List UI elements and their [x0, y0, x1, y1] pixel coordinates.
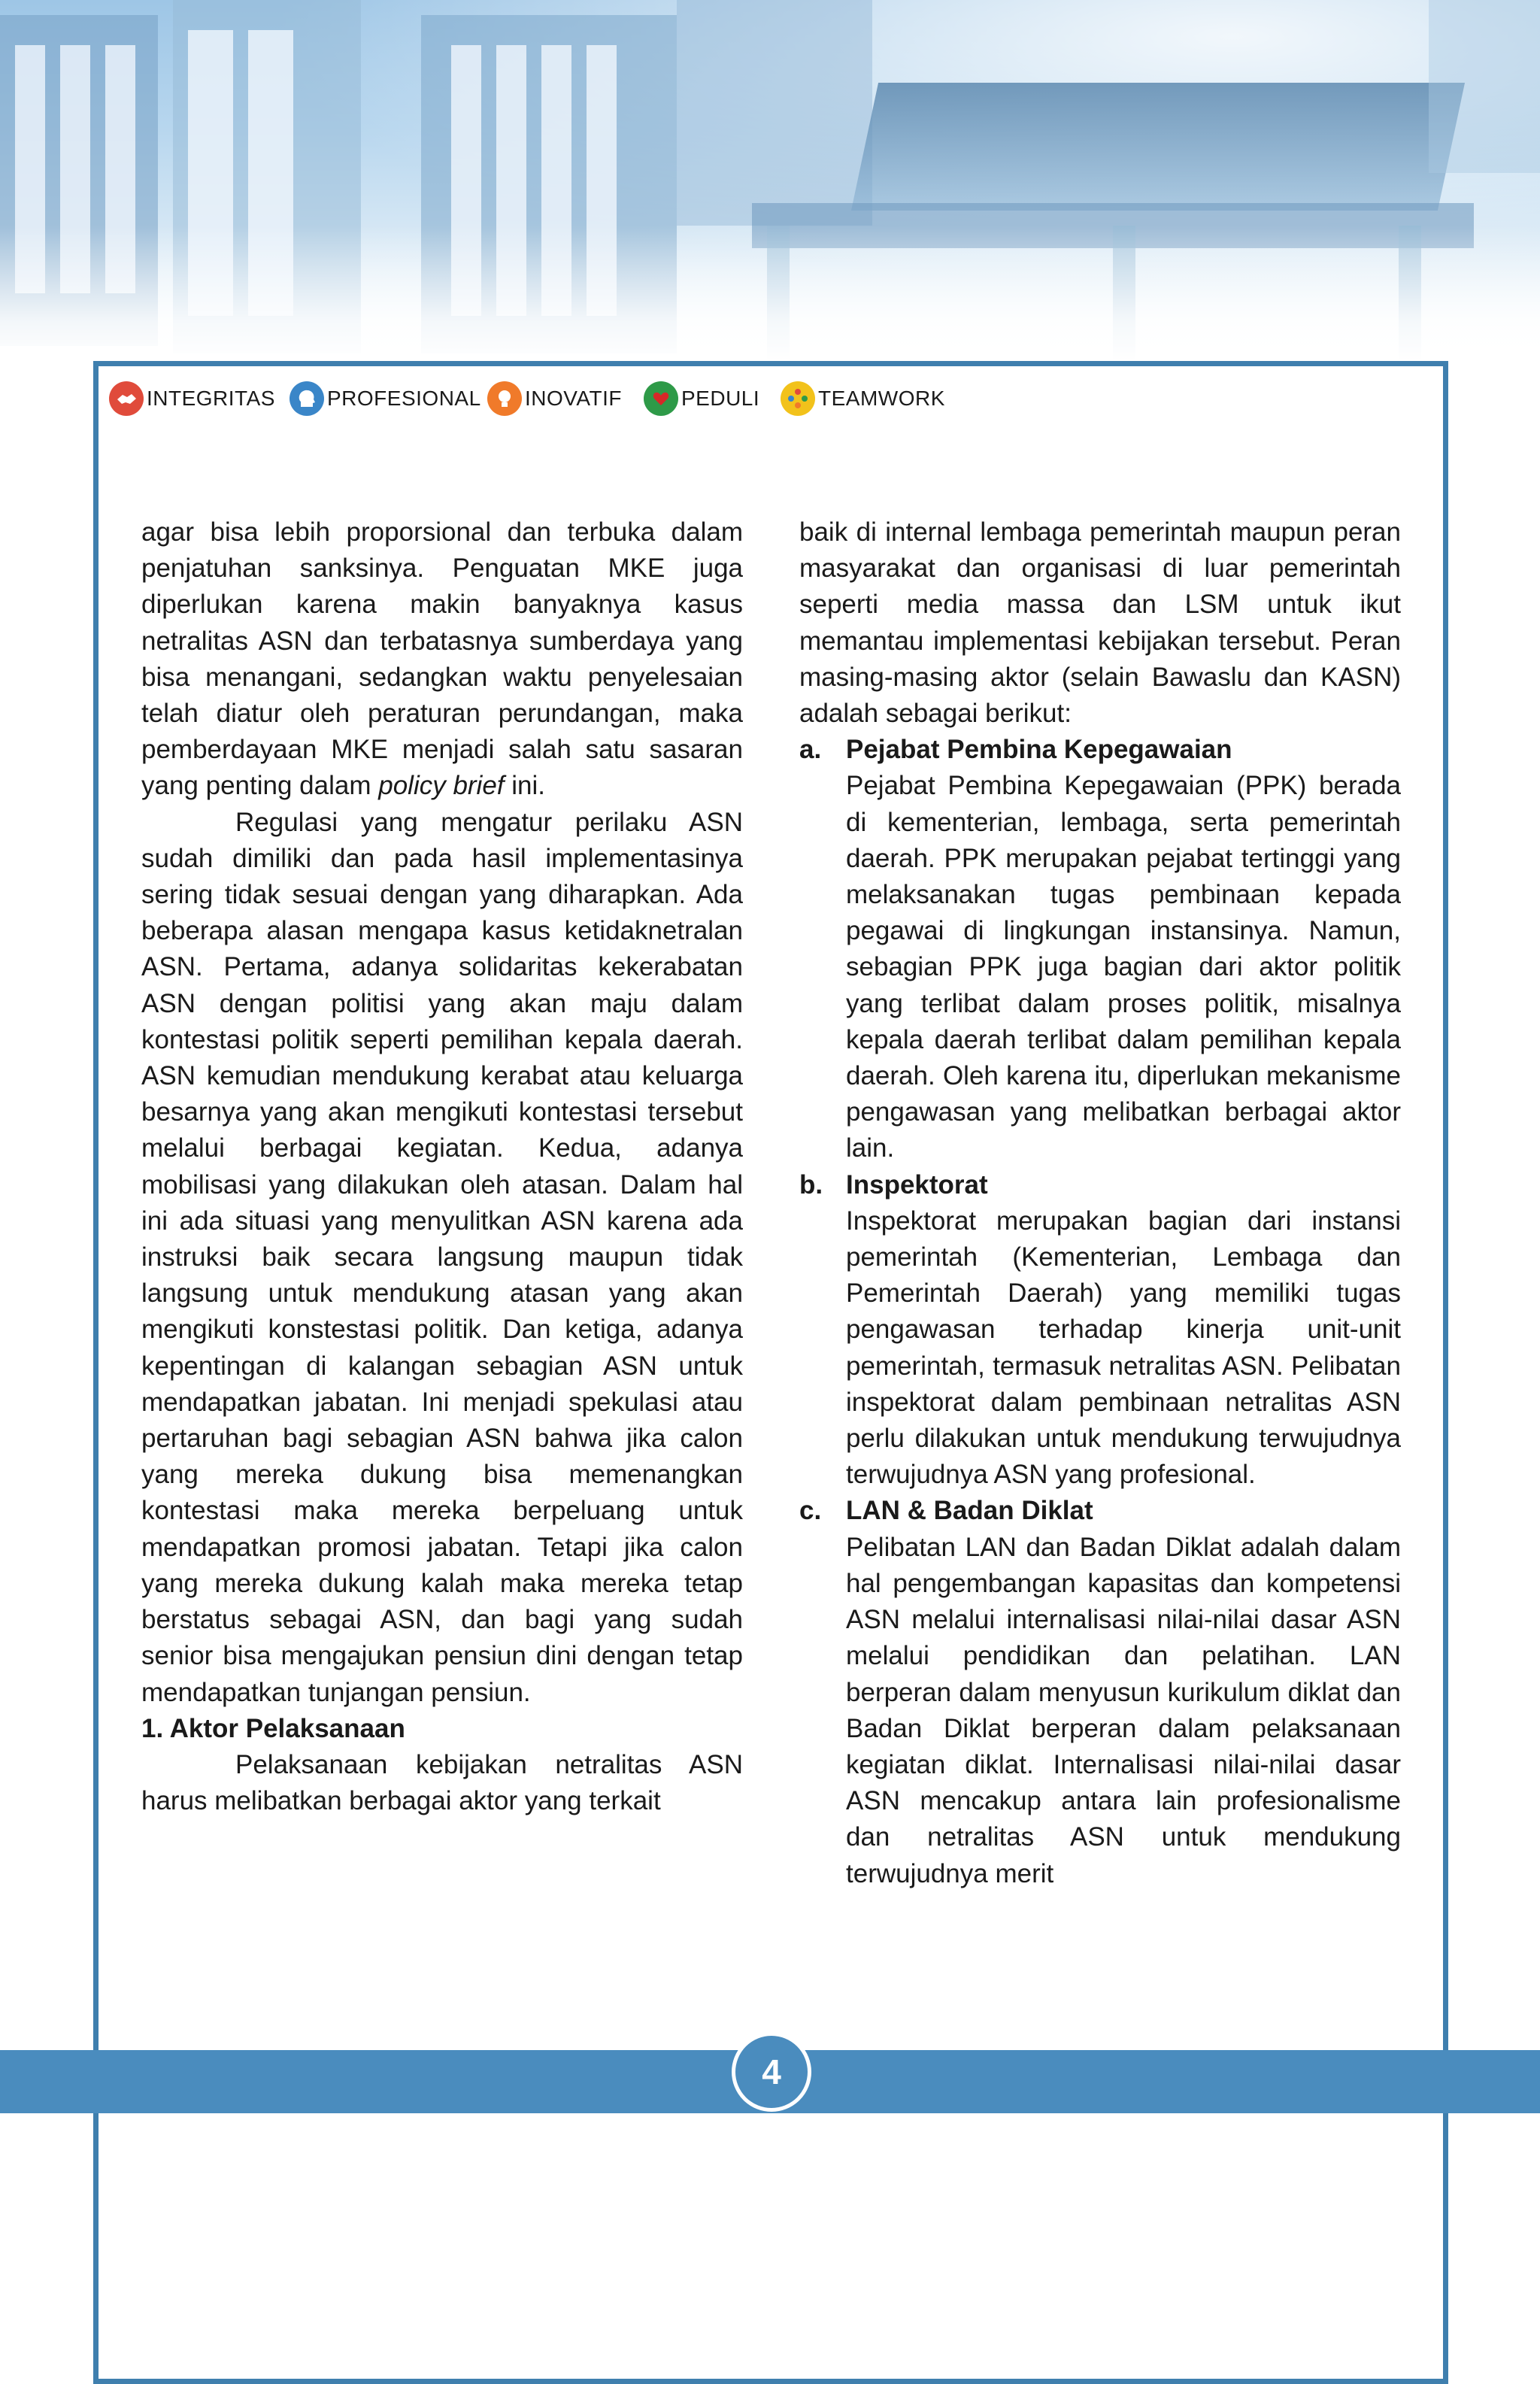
teamwork-icon [781, 381, 815, 416]
list-item-title: LAN & Badan Diklat [846, 1496, 1093, 1526]
value-peduli [644, 381, 759, 417]
value-label: INOVATIF [525, 387, 622, 410]
handshake-icon [109, 381, 144, 416]
left-column [141, 514, 743, 1819]
list-item-text: Inspektorat merupakan bagian dari instansi pemerintah (Kementerian, Lembaga dan Pemerintah Daerah) yang memiliki tugas pengawasan terhadap kinerja unit-unit pemerintah, termasuk netralitas ASN. Pelibatan inspektorat dalam pembinaan netralitas ASN perlu dilakukan untuk mendukung terwujudnya terwujudnya ASN yang profesional. [846, 1206, 1401, 1490]
paragraph-actors-intro: baik di internal lembaga pemerintah maupun peran masyarakat dan organisasi di luar pemerintah seperti media massa dan LSM untuk ikut memantau implementasi kebijakan tersebut. Peran masing-masing aktor (selain Bawaslu dan KASN) adalah sebagai berikut: [799, 517, 1401, 729]
list-letter: b. [799, 1169, 823, 1200]
list-letter: a. [799, 735, 822, 765]
core-values-bar [109, 381, 1387, 417]
value-inovatif [487, 381, 622, 417]
value-label: INTEGRITAS [147, 387, 275, 410]
section-heading: 1. Aktor Pelaksanaan [141, 1713, 405, 1743]
head-profile-icon [290, 381, 324, 416]
list-letter: c. [799, 1496, 822, 1526]
list-item [799, 732, 1401, 1166]
paragraph-pelaksanaan: Pelaksanaan kebijakan netralitas ASN harus melibatkan berbagai aktor yang terkait [141, 1749, 743, 1816]
paragraph-regulasi: Regulasi yang mengatur perilaku ASN sudah dimiliki dan pada hasil implementasinya sering tidak sesuai dengan yang diharapkan. Ada beberapa alasan mengapa kasus ketidaknetralan ASN. Pertama, adanya solidaritas kekerabatan ASN dengan politisi yang akan maju dalam kontestasi politik seperti pemilihan kepala daerah. ASN kemudian mendukung kerabat atau keluarga besarnya yang akan mengikuti kontestasi tersebut melalui berbagai kegiatan. Kedua, adanya mobilisasi yang dilakukan oleh atasan. Dalam hal ini ada situasi yang menyulitkan ASN karena ada instruksi baik secara langsung maupun tidak langsung untuk mendukung atasan yang akan mengikuti konstestasi politik. Dan ketiga, adanya kepentingan di kalangan sebagian ASN untuk mendapatkan jabatan. Ini menjadi spekulasi atau pertaruhan bagi sebagian ASN bahwa jika calon yang mereka dukung bisa memenangkan kontestasi maka mereka berpeluang untuk mendapatkan promosi jabatan. Tetapi jika calon yang mereka dukung kalah maka mereka tetap berstatus sebagai ASN, dan bagi yang sudah senior bisa mengajukan pensiun dini dengan tetap mendapatkan tunjangan pensiun. [141, 807, 743, 1707]
value-label: PEDULI [681, 387, 760, 410]
value-label: PROFESIONAL [327, 387, 481, 410]
value-integritas [109, 381, 275, 417]
list-item-title: Pejabat Pembina Kepegawaian [846, 735, 1232, 765]
value-profesional [290, 381, 481, 417]
value-teamwork [781, 381, 945, 417]
right-column [799, 514, 1401, 1892]
heart-hands-icon [644, 381, 678, 416]
page-number: 4 [732, 2032, 811, 2112]
lightbulb-icon [487, 381, 522, 416]
value-label: TEAMWORK [818, 387, 945, 410]
list-item [799, 1167, 1401, 1494]
header-photo-banner [0, 0, 1540, 362]
list-item-text: Pejabat Pembina Kepegawaian (PPK) berada di kementerian, lembaga, serta pemerintah daerah. PPK merupakan pejabat tertinggi yang melaksanakan tugas pembinaan kepada pegawai di lingkungan instansinya. Namun, sebagian PPK juga bagian dari aktor politik yang terlibat dalam proses politik, misalnya kepala daerah terlibat dalam pemilihan kepala daerah. Oleh karena itu, diperlukan mekanisme pengawasan yang melibatkan berbagai aktor lain. [846, 771, 1401, 1163]
list-item-title: Inspektorat [846, 1169, 988, 1200]
list-item-text: Pelibatan LAN dan Badan Diklat adalah dalam hal pengembangan kapasitas dan kompetensi ASN melalui internalisasi nilai-nilai dasar ASN melalui pendidikan dan pelatihan. LAN berperan dalam menyusun kurikulum diklat dan Badan Diklat berperan dalam pelaksanaan kegiatan diklat. Internalisasi nilai-nilai dasar ASN mencakup antara lain profesionalisme dan netralitas ASN untuk mendukung terwujudnya merit [846, 1532, 1401, 1888]
paragraph-intro: agar bisa lebih proporsional dan terbuka dalam penjatuhan sanksinya. Penguatan MKE juga diperlukan karena makin banyaknya kasus netralitas ASN dan terbatasnya sumberdaya yang bisa menangani, sedangkan waktu penyelesaian telah diatur oleh peraturan perundangan, maka pemberdayaan MKE menjadi salah satu sasaran yang penting dalam policy brief ini. [141, 517, 743, 801]
list-item [799, 1493, 1401, 1891]
